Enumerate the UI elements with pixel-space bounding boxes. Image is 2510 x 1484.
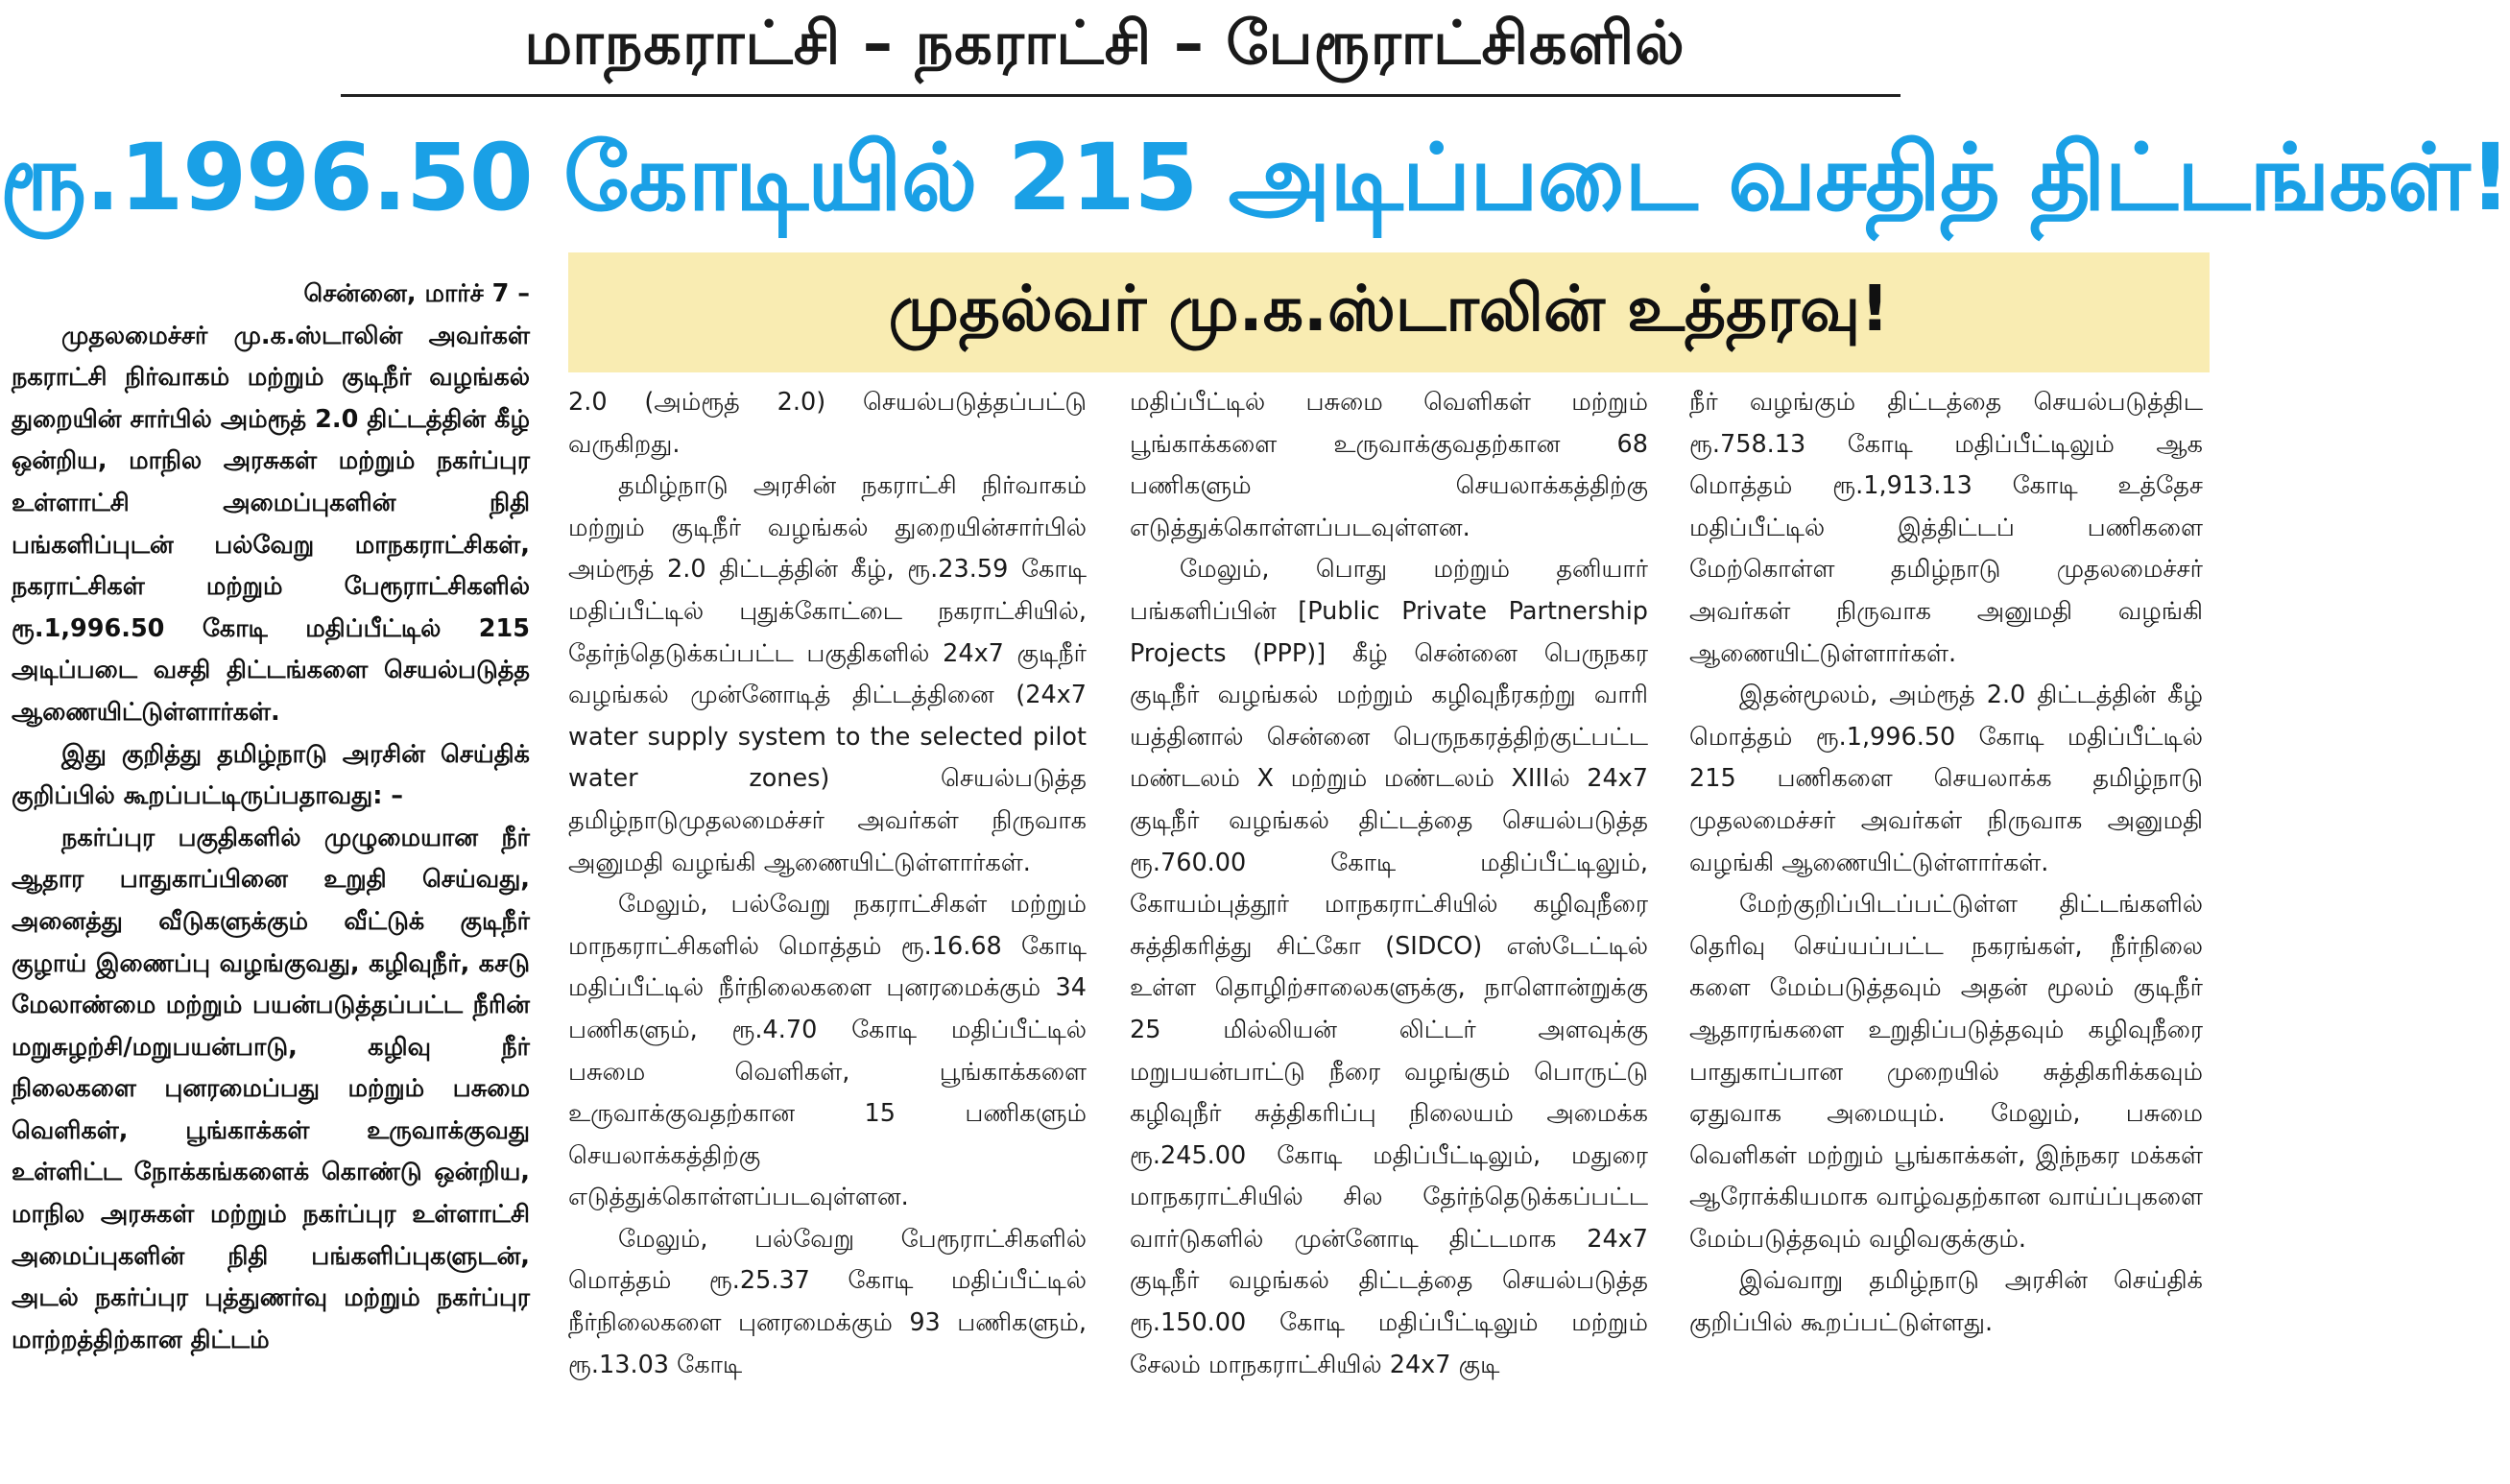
paragraph: 2.0 (அம்ரூத் 2.0) செயல்படுத்தப்பட்டு வருகிறது.: [568, 388, 1087, 459]
paragraph: முதலமைச்சர் மு.க.ஸ்டாலின் அவர்கள் நகராட்சி நிர்வாகம் மற்றும் குடிநீர் வழங்கல் துறையின் சார்பில் அம்ரூத் 2.0 திட்டத்தின் கீழ் ஒன்றிய, மாநில அரசுகள் மற்றும் நகர்ப்புர உள்ளாட்சி அமைப்புகளின் நிதி பங்களிப்புடன் பல்வேறு மாநகராட்சிகள், நகராட்சிகள் மற்றும் பேரூராட்சிகளில் ரூ.1,996.50 கோடி மதிப்பீட்டில் 215 அடிப்படை வசதி திட்டங்களை செயல்படுத்த ஆணையிட்டுள்ளார்கள்.: [12, 321, 530, 727]
paragraph: மேலும், பல்வேறு நகராட்சிகள் மற்றும் மாநகராட்சிகளில் மொத்தம் ரூ.16.68 கோடி மதிப்பீட்டில் நீர்நிலைகளை புனரமைக்கும் 34 பணிகளும், ரூ.4.70 கோடி மதிப்பீட்டில் பசுமை வெளிகள், பூங்காக்களை உருவாக்குவதற்கான 15 பணிகளும் செயலாக்கத்திற்கு எடுத்துக்கொள்ளப்படவுள்ளன.: [568, 890, 1087, 1212]
paragraph: தமிழ்நாடு அரசின் நகராட்சி நிர்வாகம் மற்றும் குடிநீர் வழங்கல் துறையின்சார்பில் அம்ரூத் 2.0 திட்டத்தின் கீழ், ரூ.23.59 கோடி மதிப்பீட்டில் புதுக்கோட்டை நகராட்சியில், தேர்ந்தெடுக்கப்பட்ட பகுதிகளில் 24x7 குடிநீர் வழங்கல் முன்னோடித் திட்டத்தினை (24x7 water supply system to the selected pilot water zones) செயல்படுத்த தமிழ்நாடுமுதலமைச்சர் அவர்கள் நிருவாக அனுமதி வழங்கி ஆணையிட்டுள்ளார்கள்.: [568, 471, 1087, 877]
article-column-4: [1689, 382, 2203, 1484]
paragraph: நீர் வழங்கும் திட்டத்தை செயல்படுத்திட ரூ.758.13 கோடி மதிப்பீட்டிலும் ஆக மொத்தம் ரூ.1,913.13 கோடி உத்தேச மதிப்பீட்டில் இத்திட்டப் பணிகளை மேற்கொள்ள தமிழ்நாடு முதலமைச்சர் அவர்கள் நிருவாக அனுமதி வழங்கி ஆணையிட்டுள்ளார்கள்.: [1689, 388, 2203, 668]
paragraph: இது குறித்து தமிழ்நாடு அரசின் செய்திக் குறிப்பில் கூறப்பட்டிருப்பதாவது: –: [12, 739, 530, 811]
article-column-1: [12, 274, 530, 1483]
article-column-3: [1130, 382, 1648, 1484]
article-column-2: [568, 382, 1087, 1484]
kicker-headline: மாநகராட்சி – நகராட்சி – பேரூராட்சிகளில்: [524, 8, 1685, 78]
paragraph: இதன்மூலம், அம்ரூத் 2.0 திட்டத்தின் கீழ் மொத்தம் ரூ.1,996.50 கோடி மதிப்பீட்டில் 215 பணிகளை செயலாக்க தமிழ்நாடு முதலமைச்சர் அவர்கள் நிருவாக அனுமதி வழங்கி ஆணையிட்டுள்ளார்கள்.: [1689, 681, 2203, 877]
paragraph: இவ்வாறு தமிழ்நாடு அரசின் செய்திக் குறிப்பில் கூறப்பட்டுள்ளது.: [1689, 1266, 2203, 1338]
paragraph: மேலும், பல்வேறு பேரூராட்சிகளில் மொத்தம் ரூ.25.37 கோடி மதிப்பீட்டில் நீர்நிலைகளை புனரமைக்கும் 93 பணிகளும், ரூ.13.03 கோடி: [568, 1224, 1087, 1379]
dateline: சென்னை, மார்ச் 7 –: [303, 279, 530, 308]
subheadline: முதல்வர் மு.க.ஸ்டாலின் உத்தரவு!: [888, 271, 1890, 346]
main-headline: ரூ.1996.50 கோடியில் 215 அடிப்படை வசதித் திட்டங்கள்!: [0, 124, 2510, 231]
paragraph: மதிப்பீட்டில் பசுமை வெளிகள் மற்றும் பூங்காக்களை உருவாக்குவதற்கான 68 பணிகளும் செயலாக்கத்திற்கு எடுத்துக்கொள்ளப்படவுள்ளன.: [1130, 388, 1648, 542]
paragraph: நகர்ப்புர பகுதிகளில் முழுமையான நீர் ஆதார பாதுகாப்பினை உறுதி செய்வது, அனைத்து வீடுகளுக்கும் வீட்டுக் குடிநீர் குழாய் இணைப்பு வழங்குவது, கழிவுநீர், கசடு மேலாண்மை மற்றும் பயன்படுத்தப்பட்ட நீரின் மறுசுழற்சி/மறுபயன்பாடு, கழிவு நீர் நிலைகளை புனரமைப்பது மற்றும் பசுமை வெளிகள், பூங்காக்கள் உருவாக்குவது உள்ளிட்ட நோக்கங்களைக் கொண்டு ஒன்றிய, மாநில அரசுகள் மற்றும் நகர்ப்புர உள்ளாட்சி அமைப்புகளின் நிதி பங்களிப்புகளுடன், அடல் நகர்ப்புர புத்துணர்வு மற்றும் நகர்ப்புர மாற்றத்திற்கான திட்டம்: [12, 823, 530, 1354]
paragraph: மேற்குறிப்பிடப்பட்டுள்ள திட்டங்களில் தெரிவு செய்யப்பட்ட நகரங்கள், நீர்நிலை களை மேம்படுத்தவும் அதன் மூலம் குடிநீர் ஆதாரங்களை உறுதிப்படுத்தவும் கழிவுநீரை பாதுகாப்பான முறையில் சுத்திகரிக்கவும் ஏதுவாக அமையும். மேலும், பசுமை வெளிகள் மற்றும் பூங்காக்கள், இந்நகர மக்கள் ஆரோக்கியமாக வாழ்வதற்கான வாய்ப்புகளை மேம்படுத்தவும் வழிவகுக்கும்.: [1689, 890, 2203, 1254]
paragraph: மேலும், பொது மற்றும் தனியார் பங்களிப்பின் [Public Private Partnership Projects (PPP)] கீழ் சென்னை பெருநகர குடிநீர் வழங்கல் மற்றும் கழிவுநீரகற்று வாரி யத்தினால் சென்னை பெருநகரத்திற்குட்பட்ட மண்டலம் X மற்றும் மண்டலம் XIIIல் 24x7 குடிநீர் வழங்கல் திட்டத்தை செயல்படுத்த ரூ.760.00 கோடி மதிப்பீட்டிலும், கோயம்புத்தூர் மாநகராட்சியில் கழிவுநீரை சுத்திகரித்து சிட்கோ (SIDCO) எஸ்டேட்டில் உள்ள தொழிற்சாலைகளுக்கு, நாளொன்றுக்கு 25 மில்லியன் லிட்டர் அளவுக்கு மறுபயன்பாட்டு நீரை வழங்கும் பொருட்டு கழிவுநீர் சுத்திகரிப்பு நிலையம் அமைக்க ரூ.245.00 கோடி மதிப்பீட்டிலும், மதுரை மாநகராட்சியில் சில தேர்ந்தெடுக்கப்பட்ட வார்டுகளில் முன்னோடி திட்டமாக 24x7 குடிநீர் வழங்கல் திட்டத்தை செயல்படுத்த ரூ.150.00 கோடி மதிப்பீட்டிலும் மற்றும் சேலம் மாநகராட்சியில் 24x7 குடி: [1130, 555, 1648, 1379]
kicker-rule: [341, 94, 1900, 97]
